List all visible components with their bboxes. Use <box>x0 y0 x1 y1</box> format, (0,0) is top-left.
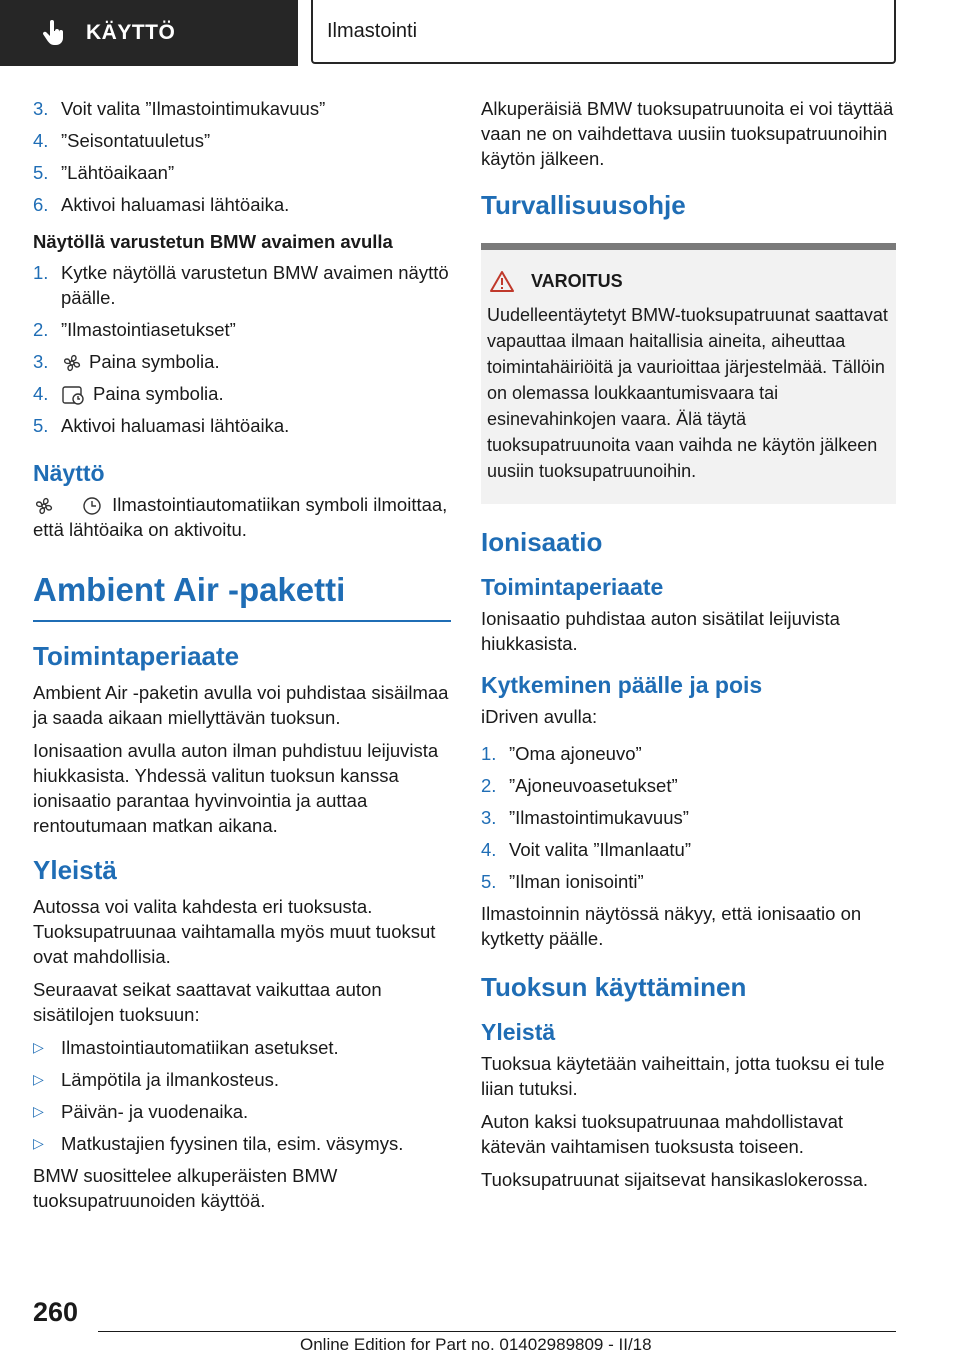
list-item: 4. ”Seisontatuuletus” <box>33 130 211 151</box>
fan-icon <box>61 352 83 374</box>
general-p1: Autossa voi valita kahdesta eri tuoksusta. Tuoksupatruunaa vaihtamalla myös muut tuoksut ovat mahdollisia. <box>33 896 436 968</box>
list-item: ▷ Ilmastointiautomatiikan asetukset. <box>33 1037 339 1059</box>
list-item: 5. Aktivoi haluamasi lähtöaika. <box>33 415 290 437</box>
page-header <box>0 0 960 66</box>
display-heading: Näyttö <box>33 460 105 487</box>
general-p2: Seuraavat seikat saattavat vaikuttaa auton sisätilojen tuoksuun: <box>33 979 382 1026</box>
principle-heading: Toimintaperiaate <box>33 641 240 672</box>
section-tab <box>0 0 298 66</box>
top-steps-list <box>33 96 451 217</box>
edition-text: Online Edition for Part no. 01402989809 - II/18 <box>300 1335 652 1354</box>
warning-title: VAROITUS <box>489 268 888 294</box>
list-item: 5. ”Ilman ionisointi” <box>481 871 644 892</box>
list-item: 3. ”Ilmastointimukavuus” <box>481 807 689 828</box>
warning-triangle-icon <box>489 270 515 293</box>
right-column <box>481 96 896 1200</box>
list-item: 1. Kytke näytöllä varustetun BMW avaimen näyttö päälle. <box>33 262 449 308</box>
warning-box <box>481 243 896 504</box>
hand-pointer-icon <box>40 19 68 47</box>
chapter-tab <box>311 0 896 64</box>
ion-principle-heading: Toimintaperiaate <box>481 574 664 600</box>
idrive-steps-list <box>481 741 896 894</box>
use-general-heading: Yleistä <box>481 1019 556 1045</box>
list-item: 3. Voit valita ”Ilmastointimukavuus” <box>33 98 326 119</box>
page-number: 260 <box>33 1297 79 1327</box>
list-item: ▷ Lämpötila ja ilmankosteus. <box>33 1069 279 1091</box>
use-p3: Tuoksupatruunat sijaitsevat hansikaslokerossa. <box>481 1169 868 1190</box>
key-heading: Näytöllä varustetun BMW avaimen avulla <box>33 231 393 252</box>
chapter-label: Ilmastointi <box>327 19 418 42</box>
footer-divider <box>98 1331 896 1332</box>
use-p1: Tuoksua käytetään vaiheittain, jotta tuoksu ei tule liian tutuksi. <box>481 1053 885 1099</box>
principle-p2: Ionisaation avulla auton ilman puhdistuu leijuvista hiukkasista. Yhdessä valitun tuoksun kanssa ionisaatio parantaa hyvinvointia ja auttaa rentoutumaan matkan aikana. <box>33 740 439 837</box>
list-item: 5. ”Lähtöaikaan” <box>33 162 175 183</box>
list-item: ▷ Päivän- ja vuodenaika. <box>33 1101 249 1123</box>
safety-heading: Turvallisuusohje <box>481 190 686 220</box>
warning-text: Uudelleentäytetyt BMW-tuoksupatruunat saattavat vapauttaa ilmaan haitallisia aineita, aiheuttaa toimintahäiriöitä ja vaurioittaa järjestelmää. Tällöin on olemassa loukkaantumisvaara tai esinevahinkojen vaara. Älä täytä tuoksupatruunoita vaan vaihda ne käytön jälkeen uusiin tuoksupatruunoihin. <box>487 305 888 481</box>
list-item: 3. Paina symbolia. <box>33 349 451 374</box>
timer-icon <box>61 384 87 406</box>
ion-heading: Ionisaatio <box>481 527 603 557</box>
list-item: ▷ Matkustajien fyysinen tila, esim. väsymys. <box>33 1133 404 1155</box>
list-item: 6. Aktivoi haluamasi lähtöaika. <box>33 194 290 215</box>
list-item: 4. Voit valita ”Ilmanlaatu” <box>481 839 692 860</box>
recommend-text: BMW suosittelee alkuperäisten BMW tuoksupatruunoiden käyttöä. <box>33 1165 338 1212</box>
list-item: 2. ”Ajoneuvoasetukset” <box>481 775 678 796</box>
clock-icon <box>70 495 106 517</box>
list-item: 2. ”Ilmastointiasetukset” <box>33 319 236 340</box>
fan-icon <box>33 495 55 517</box>
use-p2: Auton kaksi tuoksupatruunaa mahdollistavat kätevän vaihtamisen tuoksusta toiseen. <box>481 1111 843 1157</box>
principle-p1: Ambient Air -paketin avulla voi puhdistaa sisäilmaa ja saada aikaan miellyttävän tuoksun. <box>33 682 449 729</box>
ion-principle-text: Ionisaatio puhdistaa auton sisätilat leijuvista hiukkasista. <box>481 608 840 654</box>
general-heading: Yleistä <box>33 855 117 886</box>
factors-list <box>33 1035 451 1156</box>
left-column <box>33 96 451 1221</box>
idrive-text: iDriven avulla: <box>481 706 598 727</box>
list-item: 1. ”Oma ajoneuvo” <box>481 743 642 764</box>
key-steps-list <box>33 260 451 438</box>
section-label: KÄYTTÖ <box>86 21 176 44</box>
intro-text: Alkuperäisiä BMW tuoksupatruunoita ei voi täyttää vaan ne on vaihdettava uusiin tuoksupatruunoihin käytön jälkeen. <box>481 98 894 169</box>
ion-status-text: Ilmastoinnin näytössä näkyy, että ionisaatio on kytketty päälle. <box>481 903 862 949</box>
main-heading: Ambient Air -paketti <box>33 570 451 622</box>
use-heading: Tuoksun käyttäminen <box>481 972 747 1002</box>
onoff-heading: Kytkeminen päälle ja pois <box>481 672 763 698</box>
display-text: Ilmastointiautomatiikan symboli ilmoittaa, että lähtöaika on aktivoitu. <box>33 494 448 541</box>
list-item: 4. Paina symbolia. <box>33 381 451 406</box>
